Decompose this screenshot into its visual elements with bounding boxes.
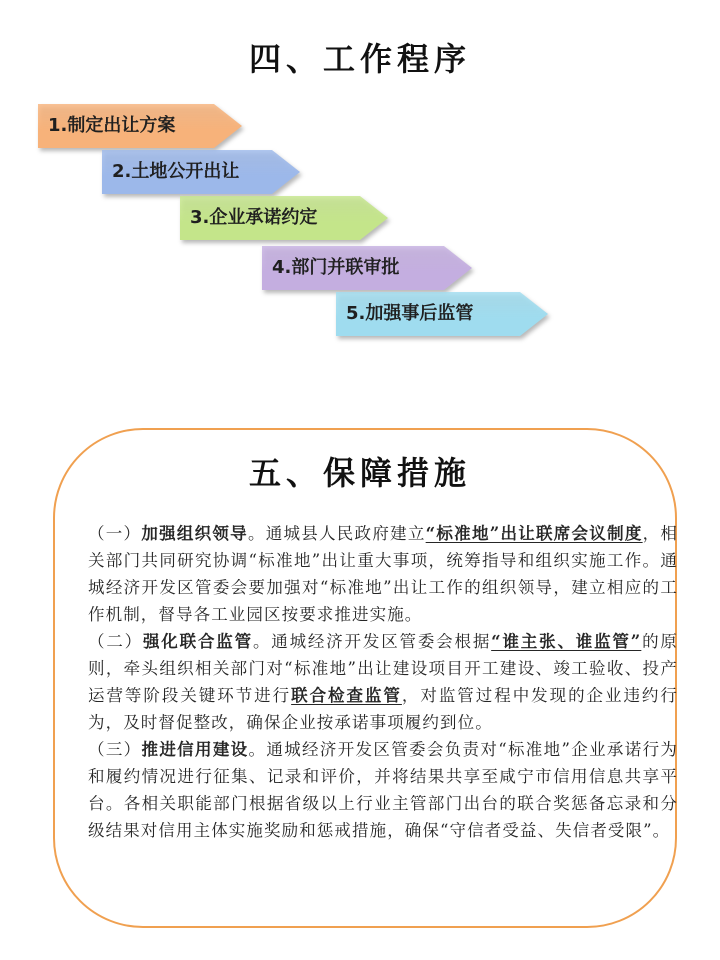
step-5-label: 5.加强事后监管 — [346, 303, 474, 324]
step-4-parallel-approval — [262, 246, 472, 290]
measure-3-paragraph — [88, 736, 678, 844]
step-2-label: 2.土地公开出让 — [112, 161, 240, 182]
step-5-post-supervision — [336, 292, 548, 336]
measure-2-paragraph — [88, 628, 678, 736]
measure-2-number: （二） — [88, 632, 143, 651]
step-3-enterprise-commitment — [180, 196, 388, 240]
step-1-make-plan — [38, 104, 242, 148]
section-four-title: 四、工作程序 — [248, 40, 471, 78]
measure-1-underlined-a: “标准地”出让联席会议制度 — [425, 524, 643, 543]
measure-2-underlined-b: 联合检查监管 — [291, 686, 402, 705]
measure-1-text-b: ，相关部门共同研究协调“标准地”出让重大事项，统筹指导和组织实施工作。通城经济开发区管委会要加强对“标准地”出让工作的组织领导，建立相应的工作机制，督导各工业园区按要求推进实施。 — [88, 524, 678, 624]
section-five-title: 五、保障措施 — [248, 454, 471, 492]
measure-1-paragraph — [88, 520, 678, 628]
measure-2-text-b: 的原则，牵头组织相关部门对“标准地”出让建设项目开工建设、竣工验收、投产运营等阶段关键环节进行 — [88, 632, 678, 705]
measure-3-heading: 推进信用建设 — [141, 740, 249, 759]
measure-1-heading: 加强组织领导 — [141, 524, 248, 543]
measure-1-text-a: 。通城县人民政府建立 — [247, 524, 426, 543]
measure-1-number: （一） — [88, 524, 142, 543]
measure-2-underlined-a: “谁主张、谁监管” — [491, 632, 642, 651]
measure-2-heading: 强化联合监管 — [142, 632, 253, 651]
measure-2-text-c: ，对监管过程中发现的企业违约行为，及时督促整改，确保企业按承诺事项履约到位。 — [88, 686, 679, 732]
measure-2-text-a: 。通城经济开发区管委会根据 — [252, 632, 492, 651]
step-1-label: 1.制定出让方案 — [48, 115, 176, 136]
measure-3-text-a: 。通城经济开发区管委会负责对“标准地”企业承诺行为和履约情况进行征集、记录和评价，并将结果共享至咸宁市信用信息共享平台。各相关职能部门根据省级以上行业主管部门出台的联合奖惩备忘录和分级结果对信用主体实施奖励和惩戒措施，确保“守信者受益、失信者受限”。 — [88, 740, 679, 840]
step-2-public-transfer — [102, 150, 300, 194]
measure-3-number: （三） — [88, 740, 142, 759]
step-4-label: 4.部门并联审批 — [272, 257, 400, 278]
step-3-label: 3.企业承诺约定 — [190, 207, 318, 228]
safeguard-measures-body — [88, 520, 678, 844]
